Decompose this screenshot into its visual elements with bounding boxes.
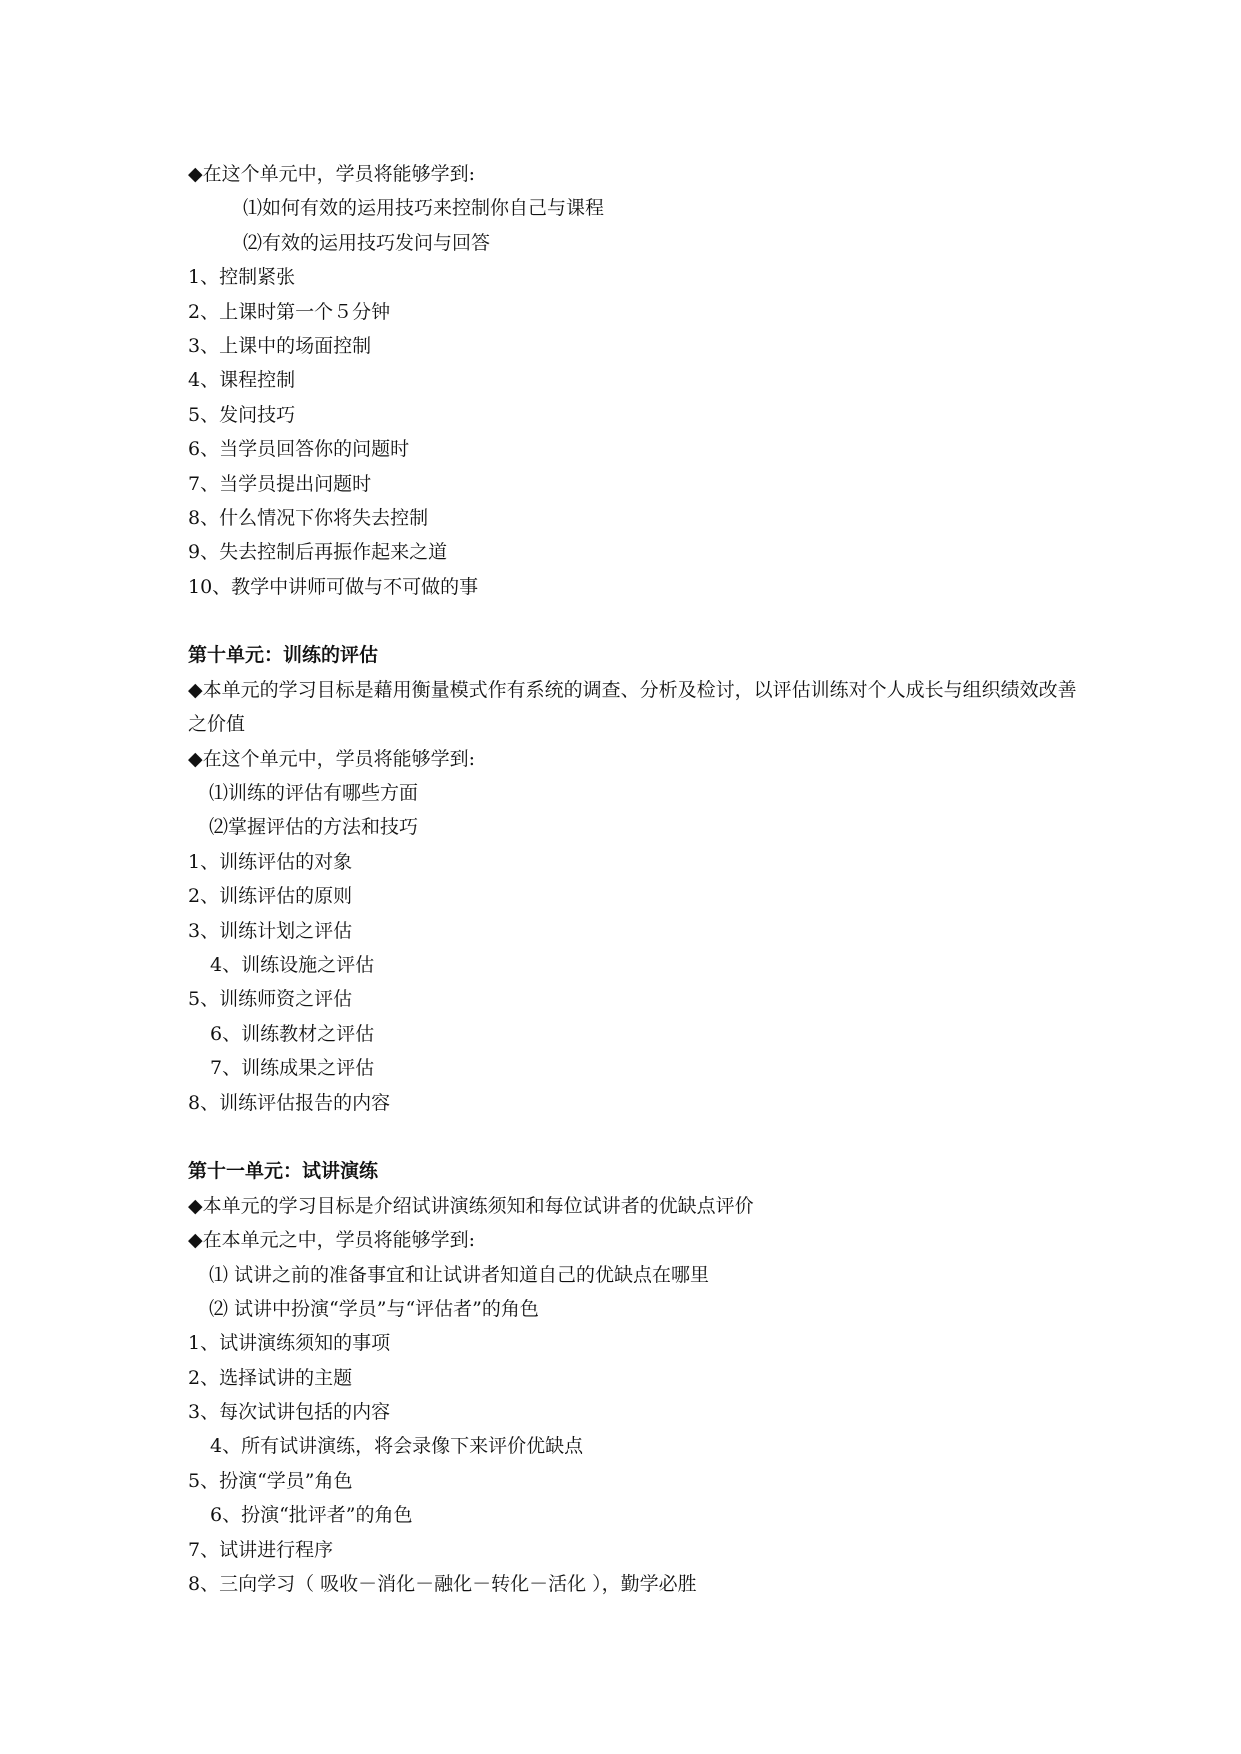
unit11-item: 7、试讲进行程序 <box>188 1538 334 1561</box>
unit11-item: 5、扮演“学员”角色 <box>188 1469 353 1492</box>
section-spacer <box>188 1120 1088 1154</box>
unit11-item: 2、选择试讲的主题 <box>188 1366 353 1389</box>
unit9-objective-1: ⑴如何有效的运用技巧来控制你自己与课程 <box>243 197 605 220</box>
unit11-item: 4、所有试讲演练，将会录像下来评价优缺点 <box>210 1435 584 1458</box>
unit9-item: 10、教学中讲师可做与不可做的事 <box>188 575 479 598</box>
unit11-goal: ◆本单元的学习目标是介绍试讲演练须知和每位试讲者的优缺点评价 <box>188 1194 754 1217</box>
unit10-item: 7、训练成果之评估 <box>210 1057 375 1080</box>
unit9-item: 2、上课时第一个５分钟 <box>188 300 391 323</box>
unit11-title: 第十一单元：试讲演练 <box>188 1160 379 1183</box>
unit9-item: 4、课程控制 <box>188 369 296 392</box>
unit9-item: 3、上课中的场面控制 <box>188 334 372 357</box>
unit10-item: 5、训练师资之评估 <box>188 988 353 1011</box>
unit9-learn-intro: ◆在这个单元中，学员将能够学到: <box>188 163 476 185</box>
unit11-item: 3、每次试讲包括的内容 <box>188 1401 391 1424</box>
unit10-item: 6、训练教材之评估 <box>210 1022 375 1045</box>
unit11-item: 6、扮演“批评者”的角色 <box>210 1504 413 1527</box>
unit10-item: 8、训练评估报告的内容 <box>188 1091 391 1114</box>
unit10-item: 2、训练评估的原则 <box>188 885 353 908</box>
unit10-learn-intro: ◆在这个单元中，学员将能够学到: <box>188 747 476 770</box>
unit9-objective-2: ⑵有效的运用技巧发问与回答 <box>243 231 491 254</box>
unit9-item: 1、控制紧张 <box>188 266 296 289</box>
unit10-objective-2: ⑵掌握评估的方法和技巧 <box>209 816 419 839</box>
unit11-item: 1、试讲演练须知的事项 <box>188 1332 391 1355</box>
unit9-item: 5、发问技巧 <box>188 403 296 426</box>
unit10-goal: ◆本单元的学习目标是藉用衡量模式作有系统的调查、分析及检讨，以评估训练对个人成长与组织绩效改善之价值 <box>188 678 1077 736</box>
unit10-title: 第十单元：训练的评估 <box>188 644 379 667</box>
unit11-objective-2: ⑵ 试讲中扮演“学员”与“评估者”的角色 <box>209 1297 539 1320</box>
unit9-item: 7、当学员提出问题时 <box>188 472 372 495</box>
unit9-item: 8、什么情况下你将失去控制 <box>188 506 429 529</box>
unit10-item: 3、训练计划之评估 <box>188 919 353 942</box>
unit9-item: 9、失去控制后再振作起来之道 <box>188 541 448 564</box>
unit11-learn-intro: ◆在本单元之中，学员将能够学到: <box>188 1229 476 1252</box>
document-body <box>188 157 1088 1601</box>
unit10-item: 1、训练评估的对象 <box>188 850 353 873</box>
unit9-item: 6、当学员回答你的问题时 <box>188 438 410 461</box>
unit11-item: 8、三向学习（ 吸收－消化－融化－转化－活化 ），勤学必胜 <box>188 1573 697 1596</box>
section-spacer <box>188 604 1088 638</box>
unit11-objective-1: ⑴ 试讲之前的准备事宜和让试讲者知道自己的优缺点在哪里 <box>209 1263 710 1286</box>
unit10-objective-1: ⑴训练的评估有哪些方面 <box>209 782 419 805</box>
unit10-item: 4、训练设施之评估 <box>210 954 375 977</box>
